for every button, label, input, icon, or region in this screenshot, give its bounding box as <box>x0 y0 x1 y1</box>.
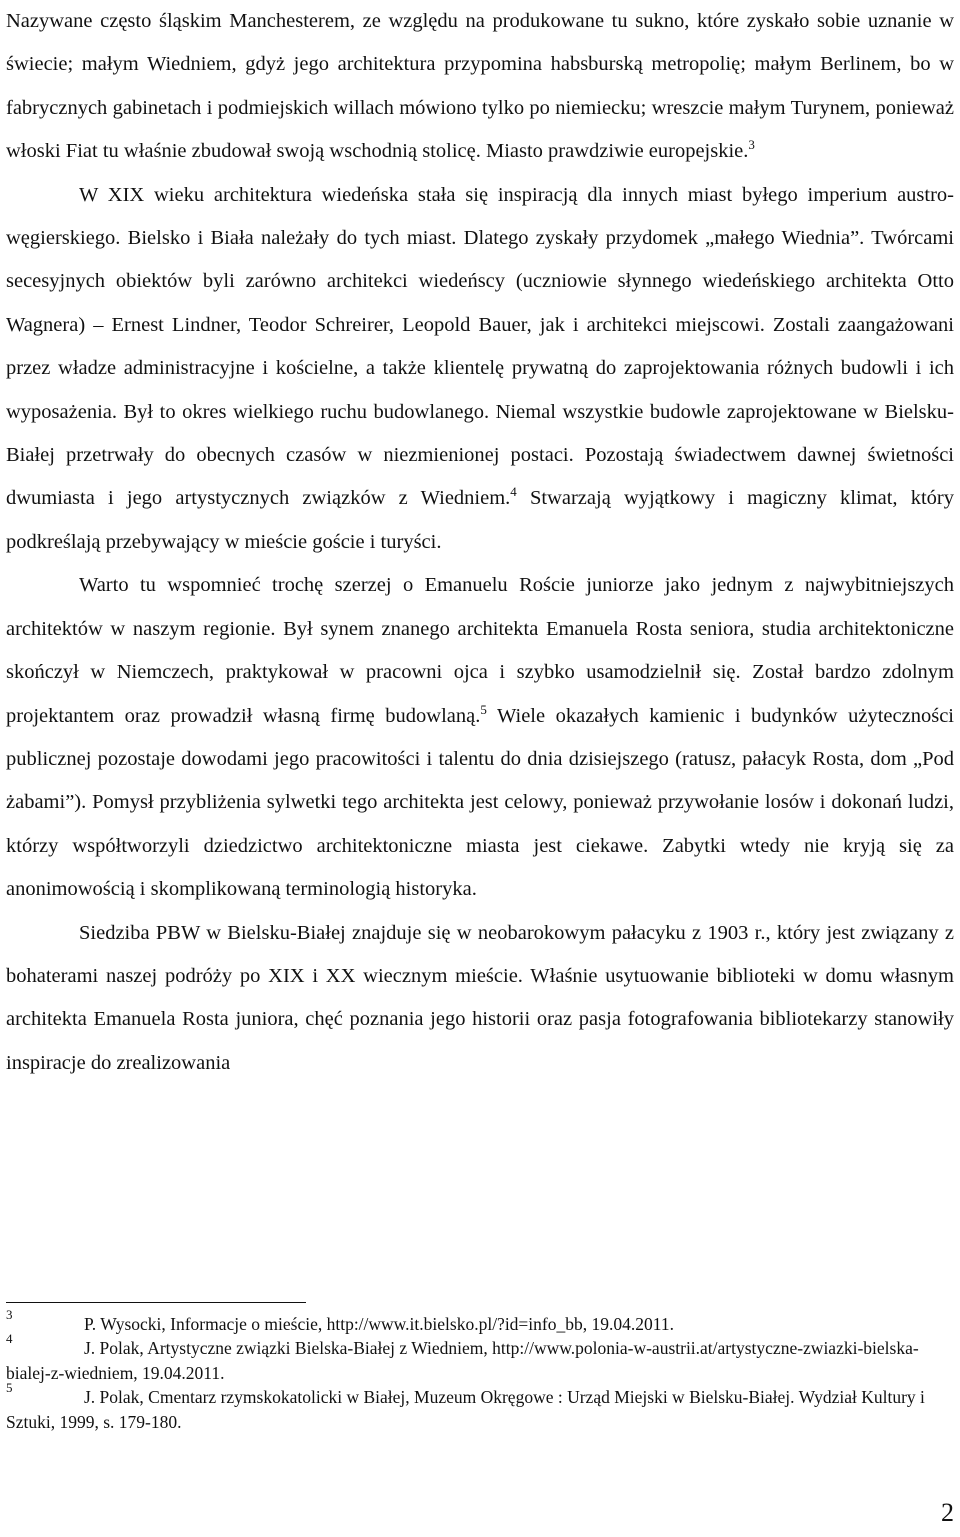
paragraph-1-text: Nazywane często śląskim Manchesterem, ze względu na produkowane tu sukno, które zyskało sobie uznanie w świecie; małym Wiedniem, gdyż jego architektura przypomina habsburską metropolię; małym Berlinem, bo w fabrycznych gabinetach i podmiejskich willach mówiono tylko po niemiecku; wreszcie małym Turynem, ponieważ włoski Fiat tu właśnie zbudował swoją wschodnią stolicę. Miasto prawdziwie europejskie. <box>6 10 954 163</box>
paragraph-2 <box>6 174 954 565</box>
page-number: 2 <box>941 1498 954 1527</box>
footnotes <box>6 1307 954 1434</box>
paragraph-1 <box>6 0 954 174</box>
footnote-number: 3 <box>6 1307 13 1322</box>
footnote-5 <box>6 1380 954 1434</box>
paragraph-3 <box>6 564 954 911</box>
paragraph-4-text: Siedziba PBW w Bielsku-Białej znajduje się w neobarokowym pałacyku z 1903 r., który jest związany z bohaterami naszej podróży po XIX i XX wiecznym mieście. Właśnie usytuowanie biblioteki w domu własnym architekta Emanuela Rosta juniora, chęć poznania jego historii oraz pasja fotografowania bibliotekarzy stanowiły inspiracje do zrealizowania <box>6 921 954 1074</box>
paragraph-3-text-continued: Wiele okazałych kamienic i budynków użyteczności publicznej pozostaje dowodami jego pracowitości i talentu do dnia dzisiejszego (ratusz, pałacyk Rosta, dom „Pod żabami”). Pomysł przybliżenia sylwetki tego architekta jest celowy, ponieważ przywołanie losów i dokonań ludzi, którzy współtworzyli dziedzictwo architektoniczne miasta jest ciekawe. Zabytki wtedy nie kryją się za anonimowością i skomplikowaną terminologią historyka. <box>6 704 954 901</box>
footnote-text: P. Wysocki, Informacje o mieście, http://www.it.bielsko.pl/?id=info_bb, 19.04.2011. <box>84 1314 674 1334</box>
paragraph-3-text: Warto tu wspomnieć trochę szerzej o Emanuelu Roście juniorze jako jednym z najwybitniejszych architektów w naszym regionie. Był synem znanego architekta Emanuela Rosta seniora, studia architektoniczne skończył w Niemczech, praktykował w pracowni ojca i szybko usamodzielnił się. Został bardzo zdolnym projektantem oraz prowadził własną firmę budowlaną. <box>6 574 954 727</box>
footnote-4 <box>6 1331 954 1385</box>
footnote-ref-3: 3 <box>748 137 755 153</box>
footnote-number: 4 <box>6 1331 13 1347</box>
footnote-3 <box>6 1307 954 1336</box>
footnote-ref-5: 5 <box>480 701 487 717</box>
footnote-text: J. Polak, Artystyczne związki Bielska-Białej z Wiedniem, http://www.polonia-w-austrii.at/artystyczne-zwiazki-bielska-bialej-z-wiedniem, 19.04.2011. <box>6 1338 919 1383</box>
footnote-ref-4: 4 <box>510 484 517 500</box>
footnote-separator <box>6 1302 306 1303</box>
paragraph-2-text: W XIX wieku architektura wiedeńska stała się inspiracją dla innych miast byłego imperium austro-węgierskiego. Bielsko i Biała należały do tych miast. Dlatego zyskały przydomek „małego Wiednia”. Twórcami secesyjnych obiektów byli zarówno architekci wiedeńscy (uczniowie słynnego wiedeńskiego architekta Otto Wagnera) – Ernest Lindner, Teodor Schreirer, Leopold Bauer, jak i architekci miejscowi. Zostali zaangażowani przez władze administracyjne i kościelne, a także klientelę prywatną do zaprojektowania różnych budowli i ich wyposażenia. Był to okres wielkiego ruchu budowlanego. Niemal wszystkie budowle zaprojektowane w Bielsku-Białej przetrwały do obecnych czasów w niezmienionej postaci. Pozostają świadectwem dawnej świetności dwumiasta i jego artystycznych związków z Wiedniem. <box>6 183 954 510</box>
footnote-text: J. Polak, Cmentarz rzymskokatolicki w Białej, Muzeum Okręgowe : Urząd Miejski w Bielsku-Białej. Wydział Kultury i Sztuki, 1999, s. 179-180. <box>6 1387 925 1432</box>
paragraph-4 <box>6 912 954 1086</box>
footnote-number: 5 <box>6 1380 13 1396</box>
document-page <box>6 0 954 1085</box>
paragraph-2-text-continued: Stwarzają wyjątkowy i magiczny klimat, który podkreślają przebywający w mieście goście i turyści. <box>6 487 954 553</box>
body-text <box>6 0 954 1085</box>
